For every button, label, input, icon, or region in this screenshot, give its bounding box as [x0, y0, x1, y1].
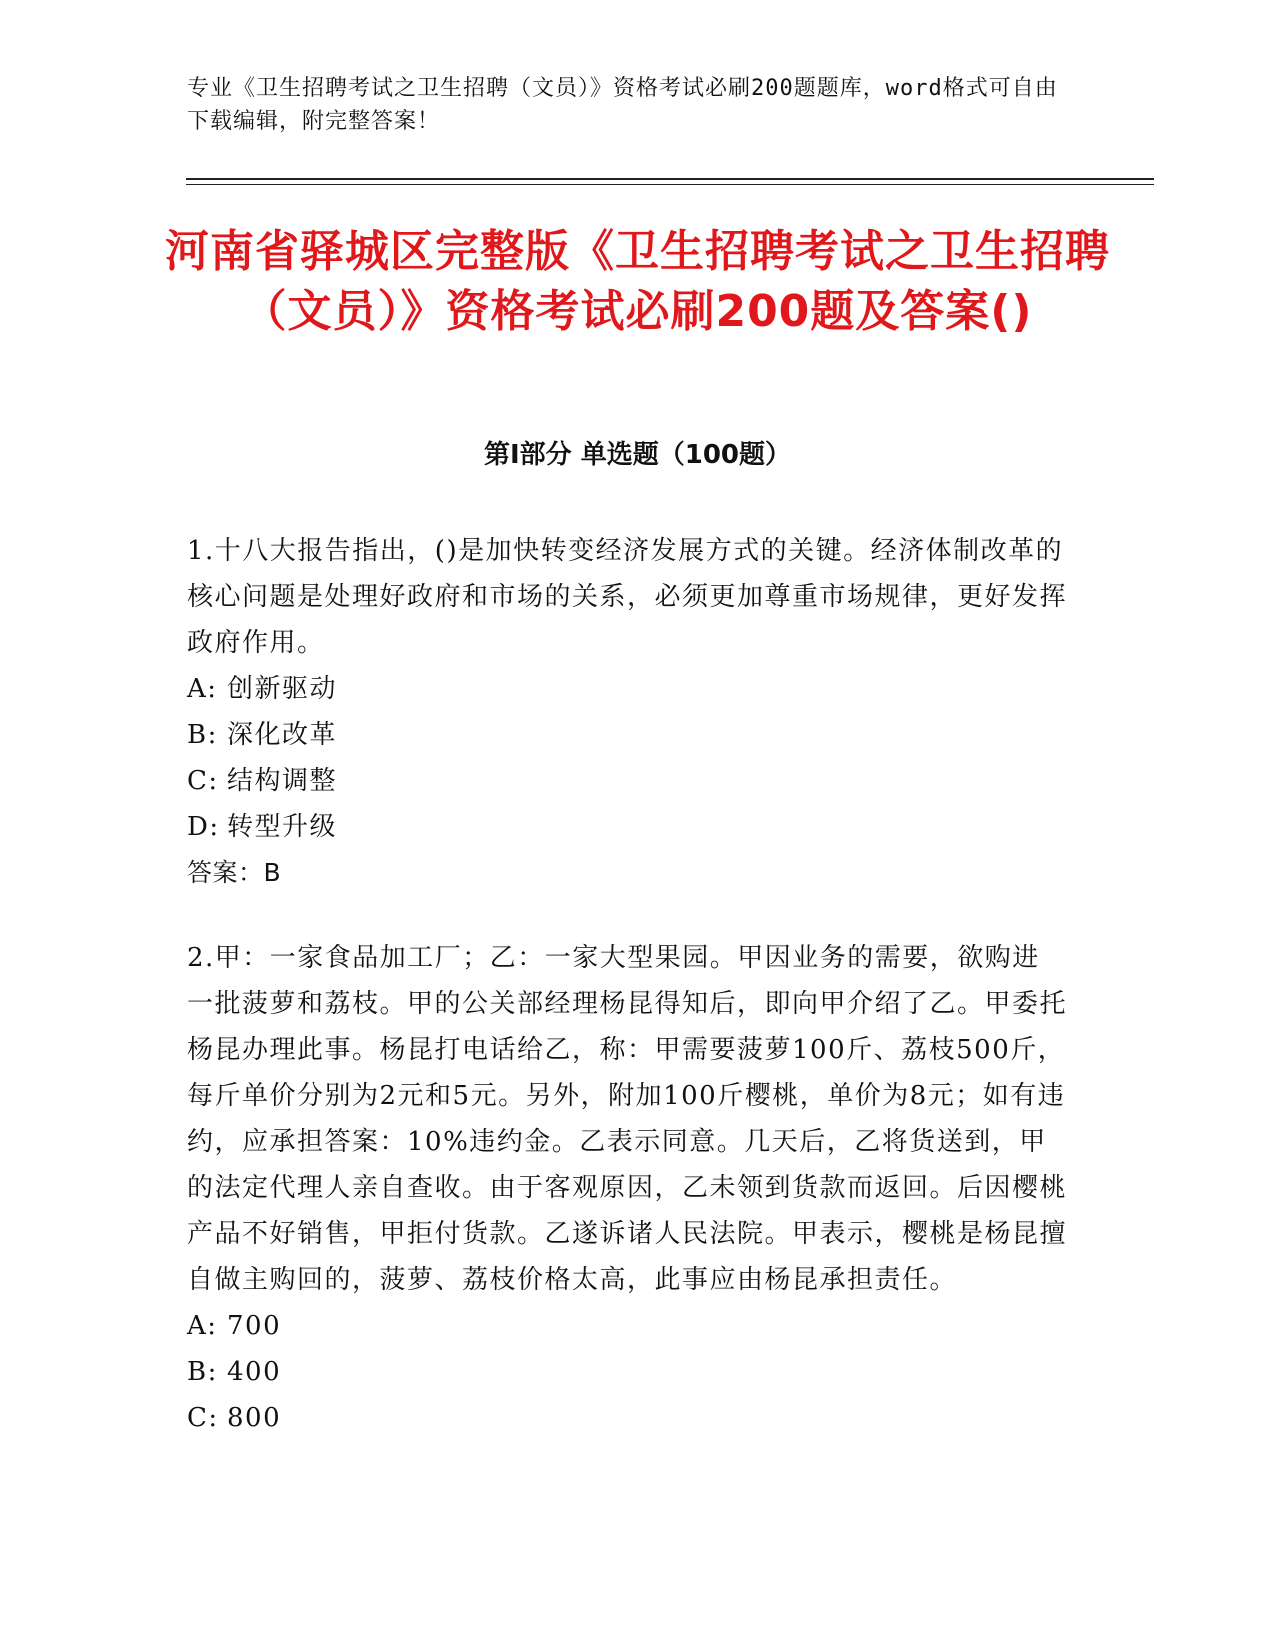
answer-line: 答案：B [187, 858, 282, 887]
option-letter: B: [187, 1357, 218, 1387]
question-stem: 2.甲：一家食品加工厂；乙：一家大型果园。甲因业务的需要，欲购进一批菠萝和荔枝。甲的公关部经理杨昆得知后，即向甲介绍了乙。甲委托杨昆办理此事。杨昆打电话给乙，称：甲需要菠萝100斤、荔枝500斤，每斤单价分别为2元和5元。另外，附加100斤樱桃，单价为8元；如有违约，应承担答案：10%违约金。乙表示同意。几天后，乙将货送到，甲的法定代理人亲自查收。由于客观原因，乙未领到货款而返回。后因樱桃产品不好销售，甲拒付货款。乙遂诉诸人民法院。甲表示，樱桃是杨昆擅自做主购回的，菠萝、荔枝价格太高，此事应由杨昆承担责任。 [187, 943, 1068, 1295]
option-letter: D: [187, 812, 220, 842]
option-c [187, 1395, 1067, 1441]
option-b [187, 1349, 1067, 1395]
header-note: 专业《卫生招聘考试之卫生招聘（文员）》资格考试必刷200题题库，word格式可自由下载编辑，附完整答案！ [187, 76, 1058, 134]
option-b [187, 712, 1067, 758]
option-text: 深化改革 [227, 720, 338, 750]
document-title: 河南省驿城区完整版《卫生招聘考试之卫生招聘（文员）》资格考试必刷200题及答案() [165, 226, 1110, 337]
question-1 [187, 528, 1067, 896]
question-stem: 1.十八大报告指出，()是加快转变经济发展方式的关键。经济体制改革的核心问题是处理好政府和市场的关系，必须更加尊重市场规律，更好发挥政府作用。 [187, 536, 1068, 658]
option-text: 转型升级 [227, 812, 338, 842]
option-letter: B: [187, 720, 218, 750]
section-heading: 第I部分 单选题（100题） [484, 440, 791, 470]
option-letter: C: [187, 766, 219, 796]
option-letter: C: [187, 1403, 219, 1433]
header-divider-thin [186, 184, 1154, 185]
option-text: 结构调整 [227, 766, 338, 796]
question-2 [187, 935, 1067, 1441]
option-text: 700 [227, 1311, 282, 1341]
option-d [187, 804, 1067, 850]
option-letter: A: [187, 1311, 218, 1341]
option-text: 400 [227, 1357, 282, 1387]
option-letter: A: [187, 674, 218, 704]
header-divider-thick [186, 178, 1154, 180]
option-text: 800 [227, 1403, 282, 1433]
option-a [187, 1303, 1067, 1349]
option-text: 创新驱动 [227, 674, 338, 704]
option-a [187, 666, 1067, 712]
option-c [187, 758, 1067, 804]
